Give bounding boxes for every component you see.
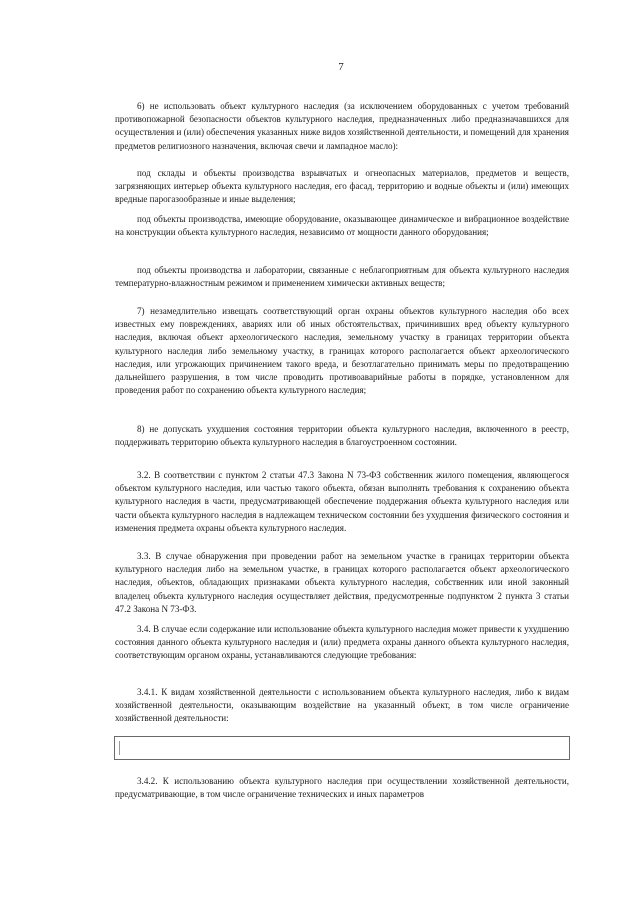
paragraph-3-4: 3.4. В случае если содержание или использование объекта культурного наследия может привести к ухудшению состояния данного объекта культурного наследия и (или) предмета охраны данного объекта культурного наследия, соответствующим органом охраны, устанавливаются следующие требования: — [115, 624, 569, 661]
empty-table-cell-divider — [119, 741, 565, 755]
paragraph-item-6: 6) не использовать объект культурного наследия (за исключением оборудованных с учетом требований противопожарной безопасности объектов культурного наследия, предназначенных либо предназначавшихся для осуществления и (или) обеспечения указанных ниже видов хозяйственной деятельности, и помещений для хранения предметов религиозного назначения, включая свечи и лампадное масло): — [115, 101, 569, 151]
paragraph-3-4-2: 3.4.2. К использованию объекта культурного наследия при осуществлении хозяйственной деятельности, предусматривающие, в том числе ограничение технических и иных параметров — [115, 776, 569, 800]
paragraph-item-8: 8) не допускать ухудшения состояния территории объекта культурного наследия, включенного в реестр, поддерживать территорию объекта культурного наследия в благоустроенном состоянии. — [115, 424, 569, 448]
paragraph-production-vibration: под объекты производства, имеющие оборудование, оказывающее динамическое и вибрационное воздействие на конструкции объекта культурного наследия, независимо от мощности данного оборудования; — [115, 214, 569, 238]
paragraph-3-3: 3.3. В случае обнаружения при проведении работ на земельном участке в границах территории объекта культурного наследия либо на земельном участке, в границах которого располагается объект археологического наследия, объектов, обладающих признаками объекта культурного наследия, собственник или иной законный владелец объекта культурного наследия осуществляет действия, предусмотренные подпунктом 2 пункта 3 статьи 47.2 Закона N 73-ФЗ. — [115, 551, 569, 614]
paragraph-warehouses: под склады и объекты производства взрывчатых и огнеопасных материалов, предметов и веществ, загрязняющих интерьер объекта культурного наследия, его фасад, территорию и водные объекты и (или) имеющих вредные парогазообразные и иные выделения; — [115, 168, 569, 205]
paragraph-3-4-1: 3.4.1. К видам хозяйственной деятельности с использованием объекта культурного наследия, либо к видам хозяйственной деятельности, оказывающим воздействие на указанный объект, в том числе ограничение хозяйственной деятельности: — [115, 687, 569, 724]
paragraph-item-7: 7) незамедлительно извещать соответствующий орган охраны объектов культурного наследия обо всех известных ему повреждениях, авариях или об иных обстоятельствах, причинивших вред объекту культурного наследия, включая объект археологического наследия, земельному участку в границах территории объекта культурного наследия либо земельному участку, в границах которого располагается объект археологического наследия, или угрожающих причинением такого вреда, и безотлагательно принимать меры по предотвращению дальнейшего разрушения, в том числе проводить противоаварийные работы в порядке, установленном для проведения работ по сохранению объекта культурного наследия; — [115, 306, 569, 396]
paragraph-3-2: 3.2. В соответствии с пунктом 2 статьи 47.3 Закона N 73-ФЗ собственник жилого помещения, являющегося объектом культурного наследия, или частью такого объекта, обязан выполнять требования к сохранению объекта культурного наследия в части, предусматривающей обеспечение поддержания объекта культурного наследия или части объекта культурного наследия в надлежащем техническом состоянии без ухудшения физического состояния и изменения предмета охраны объекта культурного наследия. — [115, 470, 569, 533]
page-number: 7 — [338, 61, 344, 73]
paragraph-laboratories: под объекты производства и лаборатории, связанные с неблагоприятным для объекта культурного наследия температурно-влажностным режимом и применением химически активных веществ; — [115, 265, 569, 289]
empty-table-cell — [114, 736, 570, 760]
